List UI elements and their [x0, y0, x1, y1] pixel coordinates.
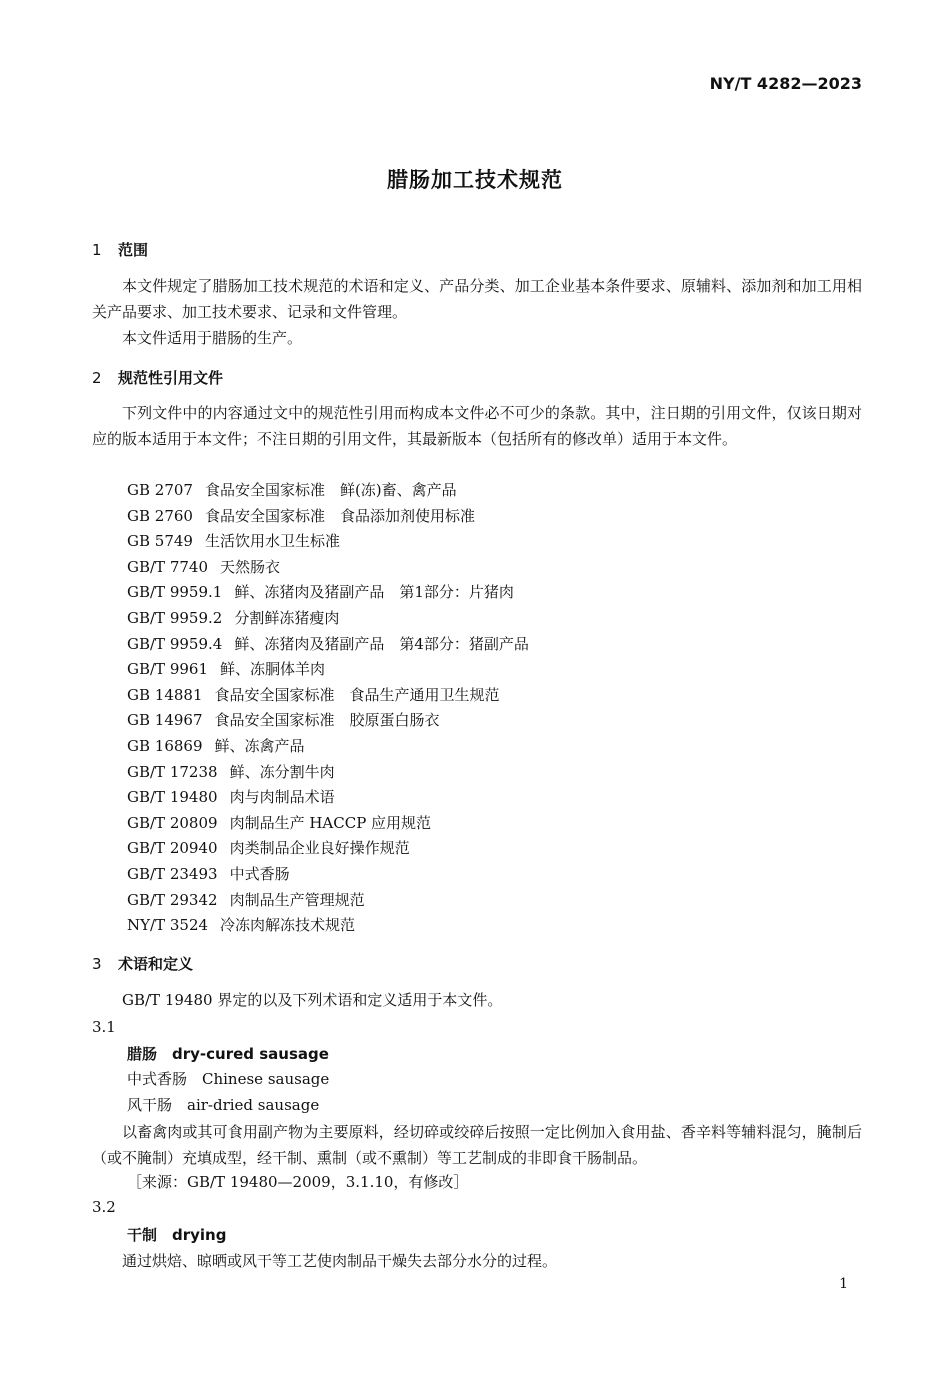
- document-code: NY/T 4282—2023: [709, 74, 862, 93]
- term-definition: 通过烘焙、晾晒或风干等工艺使肉制品干燥失去部分水分的过程。: [122, 1252, 558, 1270]
- reference-item: GB 14967 食品安全国家标准 胶原蛋白肠衣: [127, 711, 440, 730]
- term-definition: 以畜禽肉或其可食用副产物为主要原料，经切碎或绞碎后按照一定比例加入食用盐、香辛料等辅料混匀，腌制后（或不腌制）充填成型，经干制、熏制（或不熏制）等工艺制成的非即食干肠制品。: [92, 1123, 862, 1167]
- term-number: 3.1: [92, 1018, 116, 1036]
- reference-item: GB/T 20809 肉制品生产 HACCP 应用规范: [127, 813, 432, 832]
- scope-paragraph: 本文件规定了腊肠加工技术规范的术语和定义、产品分类、加工企业基本条件要求、原辅料、添加剂和加工用相关产品要求、加工技术要求、记录和文件管理。: [92, 277, 862, 321]
- reference-item: GB/T 7740 天然肠衣: [127, 557, 281, 576]
- reference-item: GB/T 9961 鲜、冻胴体羊肉: [127, 660, 326, 679]
- term-alternative: 风干肠 air-dried sausage: [127, 1096, 320, 1114]
- reference-item: GB 5749 生活饮用水卫生标准: [127, 532, 340, 551]
- section-number: 2: [92, 369, 102, 387]
- reference-list: [127, 478, 529, 939]
- term-name: 干制 drying: [127, 1226, 227, 1244]
- section-heading-scope: [92, 239, 148, 260]
- section-title: 规范性引用文件: [118, 369, 224, 387]
- reference-item: GB/T 17238 鲜、冻分割牛肉: [127, 762, 335, 781]
- references-intro: 下列文件中的内容通过文中的规范性引用而构成本文件必不可少的条款。其中，注日期的引用文件，仅该日期对应的版本适用于本文件；不注日期的引用文件，其最新版本（包括所有的修改单）适用于本文件。: [92, 404, 862, 448]
- section-title: 术语和定义: [118, 955, 194, 973]
- term-source: ［来源：GB/T 19480—2009，3.1.10，有修改］: [127, 1173, 469, 1191]
- reference-item: GB/T 19480 肉与肉制品术语: [127, 788, 335, 807]
- page-number: 1: [839, 1276, 848, 1292]
- term-number: 3.2: [92, 1198, 116, 1216]
- reference-item: GB/T 9959.4 鲜、冻猪肉及猪副产品 第4部分：猪副产品: [127, 634, 529, 653]
- reference-item: GB 2707 食品安全国家标准 鲜(冻)畜、禽产品: [127, 481, 457, 499]
- terms-intro: GB/T 19480 界定的以及下列术语和定义适用于本文件。: [122, 991, 503, 1009]
- reference-item: GB 2760 食品安全国家标准 食品添加剂使用标准: [127, 506, 475, 525]
- scope-applicability: 本文件适用于腊肠的生产。: [122, 329, 303, 347]
- section-title: 范围: [118, 241, 149, 259]
- term-name: 腊肠 dry-cured sausage: [127, 1045, 329, 1063]
- section-number: 3: [92, 955, 102, 973]
- term-alternative: 中式香肠 Chinese sausage: [127, 1070, 330, 1088]
- reference-item: GB/T 9959.2 分割鲜冻猪瘦肉: [127, 608, 340, 627]
- section-heading-references: [92, 367, 223, 388]
- reference-item: GB/T 23493 中式香肠: [127, 864, 290, 883]
- reference-item: GB 16869 鲜、冻禽产品: [127, 736, 305, 755]
- reference-item: GB/T 29342 肉制品生产管理规范: [127, 890, 365, 909]
- reference-item: GB/T 9959.1 鲜、冻猪肉及猪副产品 第1部分：片猪肉: [127, 583, 514, 602]
- reference-item: NY/T 3524 冷冻肉解冻技术规范: [127, 916, 356, 935]
- section-heading-terms: [92, 953, 193, 974]
- document-title: 腊肠加工技术规范: [387, 168, 563, 192]
- section-number: 1: [92, 241, 102, 259]
- reference-item: GB 14881 食品安全国家标准 食品生产通用卫生规范: [127, 685, 500, 704]
- reference-item: GB/T 20940 肉类制品企业良好操作规范: [127, 839, 410, 858]
